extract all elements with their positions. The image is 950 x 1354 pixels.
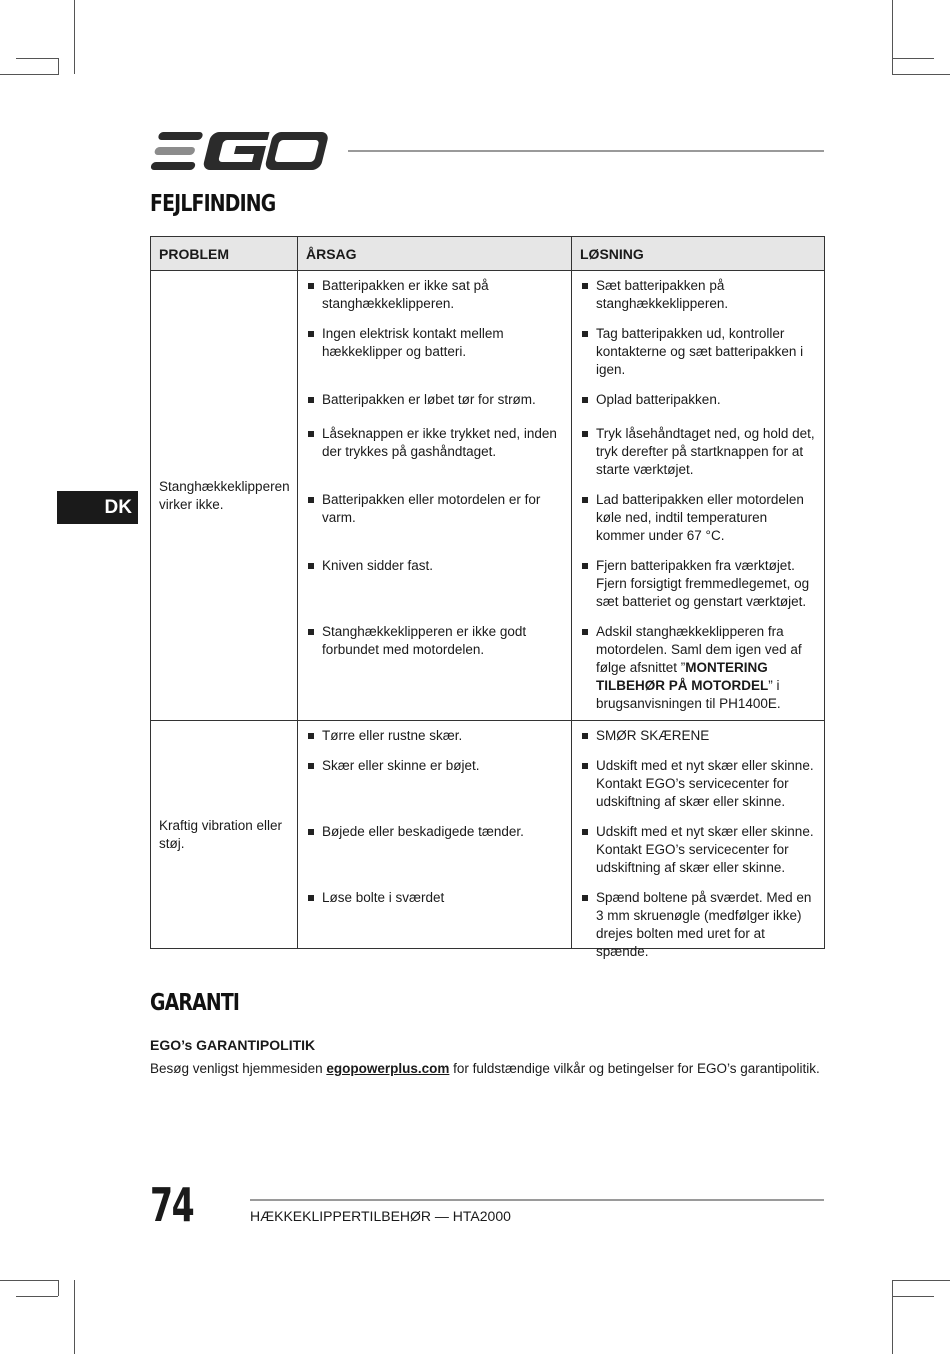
- section-title-garanti: GARANTI: [150, 990, 240, 1016]
- cause-cell: [298, 271, 572, 721]
- crop-mark: [892, 74, 950, 75]
- solution-item: Tag batteripakken ud, kontroller kontakterne og sæt batteripakken i igen.: [580, 325, 816, 379]
- crop-mark: [16, 1296, 58, 1297]
- header-rule: [348, 150, 824, 152]
- warranty-text: for fuldstændige vilkår og betingelser for EGO’s garantipolitik.: [449, 1061, 820, 1076]
- solution-cell: [572, 271, 825, 721]
- problem-cell: Stanghækkeklipperen virker ikke.: [151, 271, 298, 721]
- solution-item: Udskift med et nyt skær eller skinne. Kontakt EGO’s servicecenter for udskiftning af skær eller skinne.: [580, 757, 816, 811]
- crop-mark: [892, 0, 893, 74]
- solution-text: Adskil stanghækkeklipperen fra motordelen. Saml dem igen ved af følge afsnittet ”: [596, 624, 802, 675]
- warranty-subtitle: EGO’s GARANTIPOLITIK: [150, 1037, 316, 1053]
- problem-cell: Kraftig vibration eller støj.: [151, 721, 298, 949]
- crop-mark: [58, 58, 59, 74]
- cause-item: Batteripakken er ikke sat på stanghækkeklipperen.: [306, 277, 563, 313]
- crop-mark: [0, 74, 59, 75]
- language-tab: DK: [57, 491, 138, 524]
- website-link[interactable]: egopowerplus.com: [326, 1061, 450, 1076]
- warranty-text: Besøg venligst hjemmesiden: [150, 1061, 327, 1076]
- page-number: 74: [150, 1178, 194, 1232]
- section-title-fejlfinding: FEJLFINDING: [150, 191, 276, 217]
- cause-item: Bøjede eller beskadigede tænder.: [306, 823, 563, 877]
- footer-rule: [250, 1199, 824, 1201]
- crop-mark: [74, 1280, 75, 1354]
- solution-item: Udskift med et nyt skær eller skinne. Kontakt EGO’s servicecenter for udskiftning af skær eller skinne.: [580, 823, 816, 877]
- solution-item: Oplad batteripakken.: [580, 391, 816, 413]
- crop-mark: [892, 1296, 934, 1297]
- footer-title: HÆKKEKLIPPERTILBEHØR — HTA2000: [250, 1208, 511, 1224]
- cause-item: Låseknappen er ikke trykket ned, inden der trykkes på gashåndtaget.: [306, 425, 563, 479]
- solution-item: SMØR SKÆRENE: [580, 727, 816, 745]
- solution-item: [580, 623, 816, 711]
- troubleshooting-table: [150, 236, 825, 959]
- table-row: [151, 271, 825, 721]
- warranty-paragraph: [150, 1061, 820, 1076]
- cause-item: Ingen elektrisk kontakt mellem hækkeklipper og batteri.: [306, 325, 563, 379]
- solution-item: Tryk låsehåndtaget ned, og hold det, tryk derefter på startknappen for at starte værktøjet.: [580, 425, 816, 479]
- table-row: [151, 721, 825, 949]
- cause-item: Løse bolte i sværdet: [306, 889, 563, 929]
- column-header-problem: PROBLEM: [151, 237, 298, 271]
- table-header-row: [151, 237, 825, 271]
- crop-mark: [16, 58, 58, 59]
- cause-item: Skær eller skinne er bøjet.: [306, 757, 563, 811]
- crop-mark: [892, 58, 934, 59]
- crop-mark: [58, 1280, 59, 1296]
- crop-mark: [0, 1280, 59, 1281]
- cause-item: Stanghækkeklipperen er ikke godt forbundet med motordelen.: [306, 623, 563, 703]
- solution-bold-reference: MONTERING TILBEHØR PÅ MOTORDEL: [596, 660, 769, 693]
- cause-item: Batteripakken er løbet tør for strøm.: [306, 391, 563, 413]
- crop-mark: [892, 1280, 950, 1281]
- cause-cell: [298, 721, 572, 949]
- solution-text: ” i brugsanvisningen til PH1400E.: [596, 678, 781, 711]
- cause-item: Kniven sidder fast.: [306, 557, 563, 611]
- ego-logo: [150, 130, 330, 172]
- solution-item: Spænd boltene på sværdet. Med en 3 mm skruenøgle (medfølger ikke) drejes bolten med uret for at spænde.: [580, 889, 816, 929]
- solution-item: Lad batteripakken eller motordelen køle ned, indtil temperaturen kommer under 67 °C.: [580, 491, 816, 545]
- cause-item: Tørre eller rustne skær.: [306, 727, 563, 745]
- column-header-cause: ÅRSAG: [298, 237, 572, 271]
- crop-mark: [892, 1280, 893, 1354]
- solution-item: Sæt batteripakken på stanghækkeklipperen.: [580, 277, 816, 313]
- crop-mark: [74, 0, 75, 74]
- solution-cell: [572, 721, 825, 959]
- solution-item: Fjern batteripakken fra værktøjet. Fjern forsigtigt fremmedlegemet, og sæt batteriet og genstart værktøjet.: [580, 557, 816, 611]
- column-header-solution: LØSNING: [572, 237, 825, 271]
- cause-item: Batteripakken eller motordelen er for varm.: [306, 491, 563, 545]
